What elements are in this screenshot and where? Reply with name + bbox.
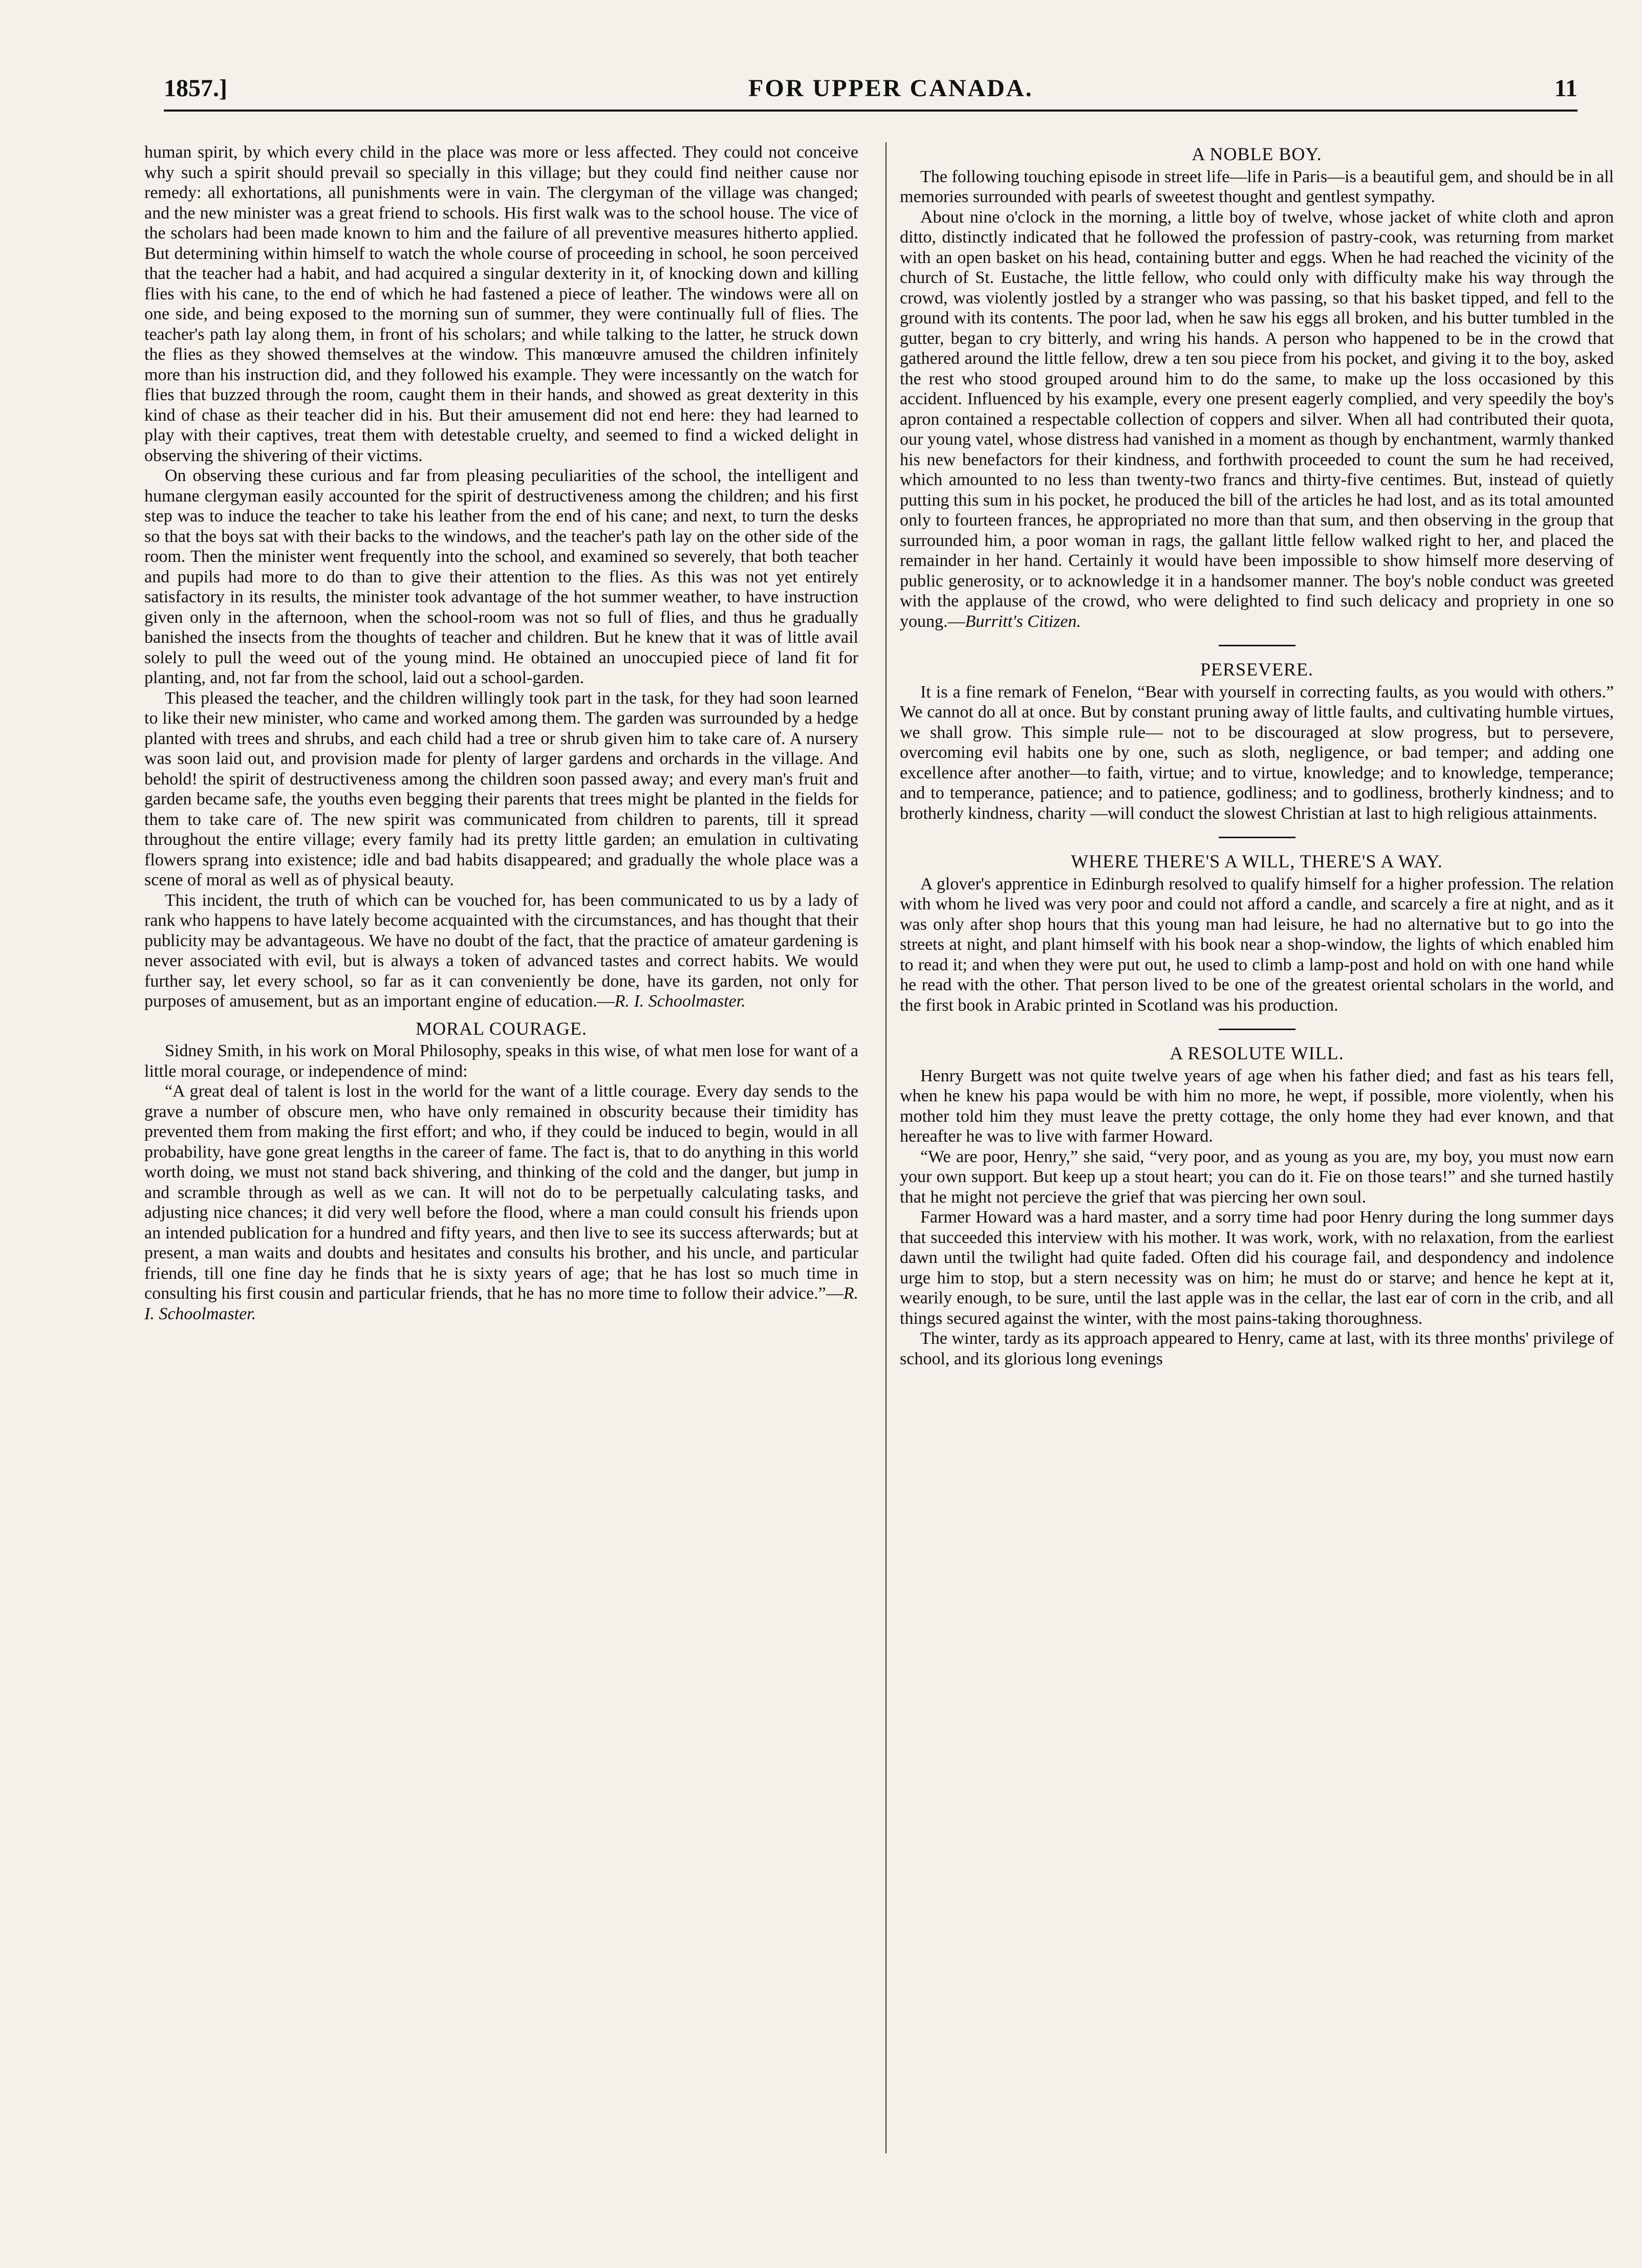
issue-date: 1857.] (164, 74, 227, 102)
running-head (164, 73, 1578, 103)
paragraph-text: This incident, the truth of which can be vouched for, has been communicated to us by a lady of rank who happens to have lately become acquainted with the circumstances, and has thought that their publicity may be advantageous. We have no doubt of the fact, that the practice of amateur gardening is never associated with evil, but is always a token of advanced tastes and correct habits. We would further say, let every school, so far as it can conveniently be done, have its garden, not only for purposes of amusement, but as an important engine of education.— (144, 890, 858, 1011)
section-rule (1219, 1029, 1295, 1030)
paragraph: A glover's apprentice in Edinburgh resolved to qualify himself for a higher profession. The relation with whom he lived was very poor and could not afford a candle, and scarcely a fire at night, and as it was only after shop hours that this young man had leisure, he had no alternative but to go into the streets at night, and plant himself with his book near a shop-window, the lights of which enabled him to read it; and when they were put out, he used to climb a lamp-post and hold on with one hand while he read with the other. That person lived to be one of the greatest oriental scholars in the world, and the first book in Arabic printed in Scotland was his production. (900, 874, 1614, 1015)
page-number: 11 (1554, 74, 1578, 102)
paragraph: On observing these curious and far from pleasing peculiarities of the school, the intelligent and humane clergyman easily accounted for the spirit of destructiveness among the children; and his first step was to induce the teacher to take his leather from the end of his cane; and next, to turn the desks so that the boys sat with their backs to the windows, and the teacher's path lay on the other side of the room. Then the minister went frequently into the school, and examined so severely, that both teacher and pupils had more to do than to give their attention to the flies. As this was not yet entirely satisfactory in its results, the minister took advantage of the hot summer weather, to have instruction given only in the afternoon, when the school-room was not so full of flies, and thus he gradually banished the insects from the thoughts of teacher and children. But he knew that it was of little avail solely to pull the weed out of the young mind. He obtained an unoccupied piece of land fit for planting, and, not far from the school, laid out a school-garden. (144, 466, 858, 687)
left-column (144, 142, 858, 2210)
article-noble-boy (900, 167, 1614, 632)
attribution: R. I. Schoolmaster. (614, 992, 746, 1011)
paragraph: Henry Burgett was not quite twelve years of age when his father died; and fast as his tears fell, when he knew his papa would be with him no more, he wept, if possible, more violently, when his mother told him they must leave the pretty cottage, the only home they had ever known, and that hereafter he was to live with farmer Howard. (900, 1066, 1614, 1146)
article-school-garden (144, 142, 858, 1012)
paragraph: The winter, tardy as its approach appeared to Henry, came at last, with its three months' privilege of school, and its glorious long evenings (900, 1329, 1614, 1368)
quote-paragraph (144, 1081, 858, 1324)
paragraph: human spirit, by which every child in the place was more or less affected. They could not conceive why such a spirit should prevail so specially in this village; but they could find neither cause nor remedy: all exhortations, all punishments were in vain. The clergyman of the village was changed; and the new minister was a great friend to schools. His first walk was to the school house. The vice of the scholars had been made known to him and the failure of all preventive measures hitherto applied. But determining within himself to watch the whole course of proceeding in school, he soon perceived that the teacher had a habit, and had acquired a singular dexterity in it, of knocking down and killing flies with his cane, to the end of which he had fastened a piece of leather. The windows were all on one side, and being exposed to the morning sun of summer, they were continually full of flies. The teacher's path lay along them, in front of his scholars; and while talking to the latter, he struck down the flies as they showed themselves at the window. This manœuvre amused the children infinitely more than his instruction did, and they followed his example. They were incessantly on the watch for flies that buzzed through the room, caught them in their hands, and showed as great dexterity in this kind of chase as their teacher did in his. But their amusement did not end here: they had learned to play with their captives, treat them with detestable cruelty, and seemed to find a wicked delight in observing the shivering of their victims. (144, 143, 858, 465)
section-rule (1219, 837, 1295, 838)
paragraph: “We are poor, Henry,” she said, “very poor, and as young as you are, my boy, you must now earn your own support. But keep up a stout heart; you can do it. Fie on those tears!” and she turned hastily that he might not percieve the grief that was piercing her own soul. (900, 1147, 1614, 1207)
header-rule (164, 110, 1578, 112)
article-resolute-will (900, 1066, 1614, 1369)
heading-noble-boy: A NOBLE BOY. (1192, 144, 1322, 164)
heading-persevere: PERSEVERE. (1200, 659, 1314, 680)
paragraph: The following touching episode in street life—life in Paris—is a beautiful gem, and should be in all memories surrounded with pearls of sweetest thought and gentlest sympathy. (900, 167, 1614, 206)
right-column (900, 142, 1614, 2210)
quote-text: “A great deal of talent is lost in the world for the want of a little courage. Every day sends to the grave a number of obscure men, who have only remained in obscurity because their timidity has prevented them from making the first effort; and who, if they could be induced to begin, would in all probability, have gone great lengths in the career of fame. The fact is, that to do anything in this world worth doing, we must not stand back shivering, and thinking of the cold and the danger, but jump in and scramble through as well as we can. It will not do to be perpetually calculating tasks, and adjusting nice chances; it did very well before the flood, where a man could consult his friends upon an intended publication for a hundred and fifty years, and then live to see its success afterwards; but at present, a man waits and doubts and hesitates and consults his brother, and his uncle, and particular friends, till one fine day he finds that he is sixty years of age; that he has lost so much time in consulting his first cousin and particular friends, that he has no more time to follow their advice.”— (144, 1082, 858, 1303)
heading-resolute-will: A RESOLUTE WILL. (1170, 1043, 1344, 1063)
journal-title: FOR UPPER CANADA. (748, 74, 1033, 102)
column-divider (885, 142, 887, 2153)
paragraph: Sidney Smith, in his work on Moral Philosophy, speaks in this wise, of what men lose for want of a little moral courage, or independence of mind: (144, 1041, 858, 1081)
heading-where-theres-a-will: WHERE THERE'S A WILL, THERE'S A WAY. (1071, 851, 1443, 871)
paragraph (900, 207, 1614, 632)
attribution: R. I. Schoolmaster. (144, 1284, 858, 1323)
paragraph: Farmer Howard was a hard master, and a sorry time had poor Henry during the long summer days that succeeded this interview with his mother. It was work, work, with no relaxation, from the earliest dawn until the twilight had quite faded. Often did his courage fail, and despondency and indolence urge him to stop, but a stern necessity was on him; he must do or starve; and hence he kept at it, wearily enough, to be sure, until the last apple was in the cellar, the last ear of corn in the crib, and all things secured against the winter, with the most pains-taking thoroughness. (900, 1208, 1614, 1328)
heading-moral-courage: MORAL COURAGE. (416, 1018, 587, 1039)
attribution: Burritt's Citizen. (965, 612, 1081, 631)
paragraph (144, 890, 858, 1012)
article-moral-courage (144, 1041, 858, 1324)
paragraph-text: About nine o'clock in the morning, a little boy of twelve, whose jacket of white cloth and apron ditto, distinctly indicated that he followed the profession of pastry-cook, was returning from market with an open basket on his head, containing butter and eggs. When he had reached the vicinity of the church of St. Eustache, the little fellow, who could only with difficulty make his way through the crowd, was violently jostled by a stranger who was passing, so that his basket tipped, and fell to the ground with its contents. The poor lad, when he saw his eggs all broken, and his butter tumbled in the gutter, began to cry bitterly, and wring his hands. A person who happened to be in the crowd that gathered around the little fellow, drew a ten sou piece from his pocket, and giving it to the boy, asked the rest who stood grouped around him to do the same, to make up the loss occasioned by this accident. Influenced by his example, every one present eagerly complied, and very speedily the boy's apron contained a respectable collection of coppers and silver. When all had contributed their quota, our young vatel, whose distress had vanished in a moment as though by enchantment, warmly thanked his new benefactors for their kindness, and forthwith proceeded to count the sum he had received, which amounted to no less than twenty-two francs and thirty-five centimes. But, instead of quietly putting this sum in his pocket, he produced the bill of the articles he had lost, and as its total amounted only to fourteen frances, he appropriated no more than that sum, and then observing in the group that surrounded him, a poor woman in rags, the gallant little fellow walked right to her, and placed the remainder in her hand. Certainly it would have been impossible to show himself more deserving of public generosity, or to acknowledge it in a handsomer manner. The boy's noble conduct was greeted with the applause of the crowd, who were delighted to find such delicacy and propriety in one so young.— (900, 207, 1614, 631)
paragraph: It is a fine remark of Fenelon, “Bear with yourself in correcting faults, as you would with others.” We cannot do all at once. But by constant pruning away of little faults, and cultivating humble virtues, we shall grow. This simple rule— not to be discouraged at slow progress, but to persevere, overcoming evil habits one by one, such as sloth, negligence, or bad temper; and adding one excellence after another—to faith, virtue; and to virtue, knowledge; and to knowledge, temperance; and to temperance, patience; and to patience, godliness; and to godliness, brotherly kindness; and to brotherly kindness, charity —will conduct the slowest Christian at last to high religious attainments. (900, 682, 1614, 823)
paragraph: This pleased the teacher, and the children willingly took part in the task, for they had soon learned to like their new minister, who came and worked among them. The garden was surrounded by a hedge planted with trees and shrubs, and each child had a tree or shrub given him to take care of. A nursery was soon laid out, and provision made for plenty of larger gardens and orchards in the village. And behold! the spirit of destructiveness among the children soon passed away; and every man's fruit and garden became safe, the youths even begging their parents that trees might be planted in the fields for them to take care of. The new spirit was communicated from children to parents, till it spread throughout the entire village; every family had its pretty little garden; an emulation in cultivating flowers sprang into existence; idle and bad habits disappeared; and gradually the whole place was a scene of moral as well as of physical beauty. (144, 688, 858, 889)
section-rule (1219, 645, 1295, 646)
